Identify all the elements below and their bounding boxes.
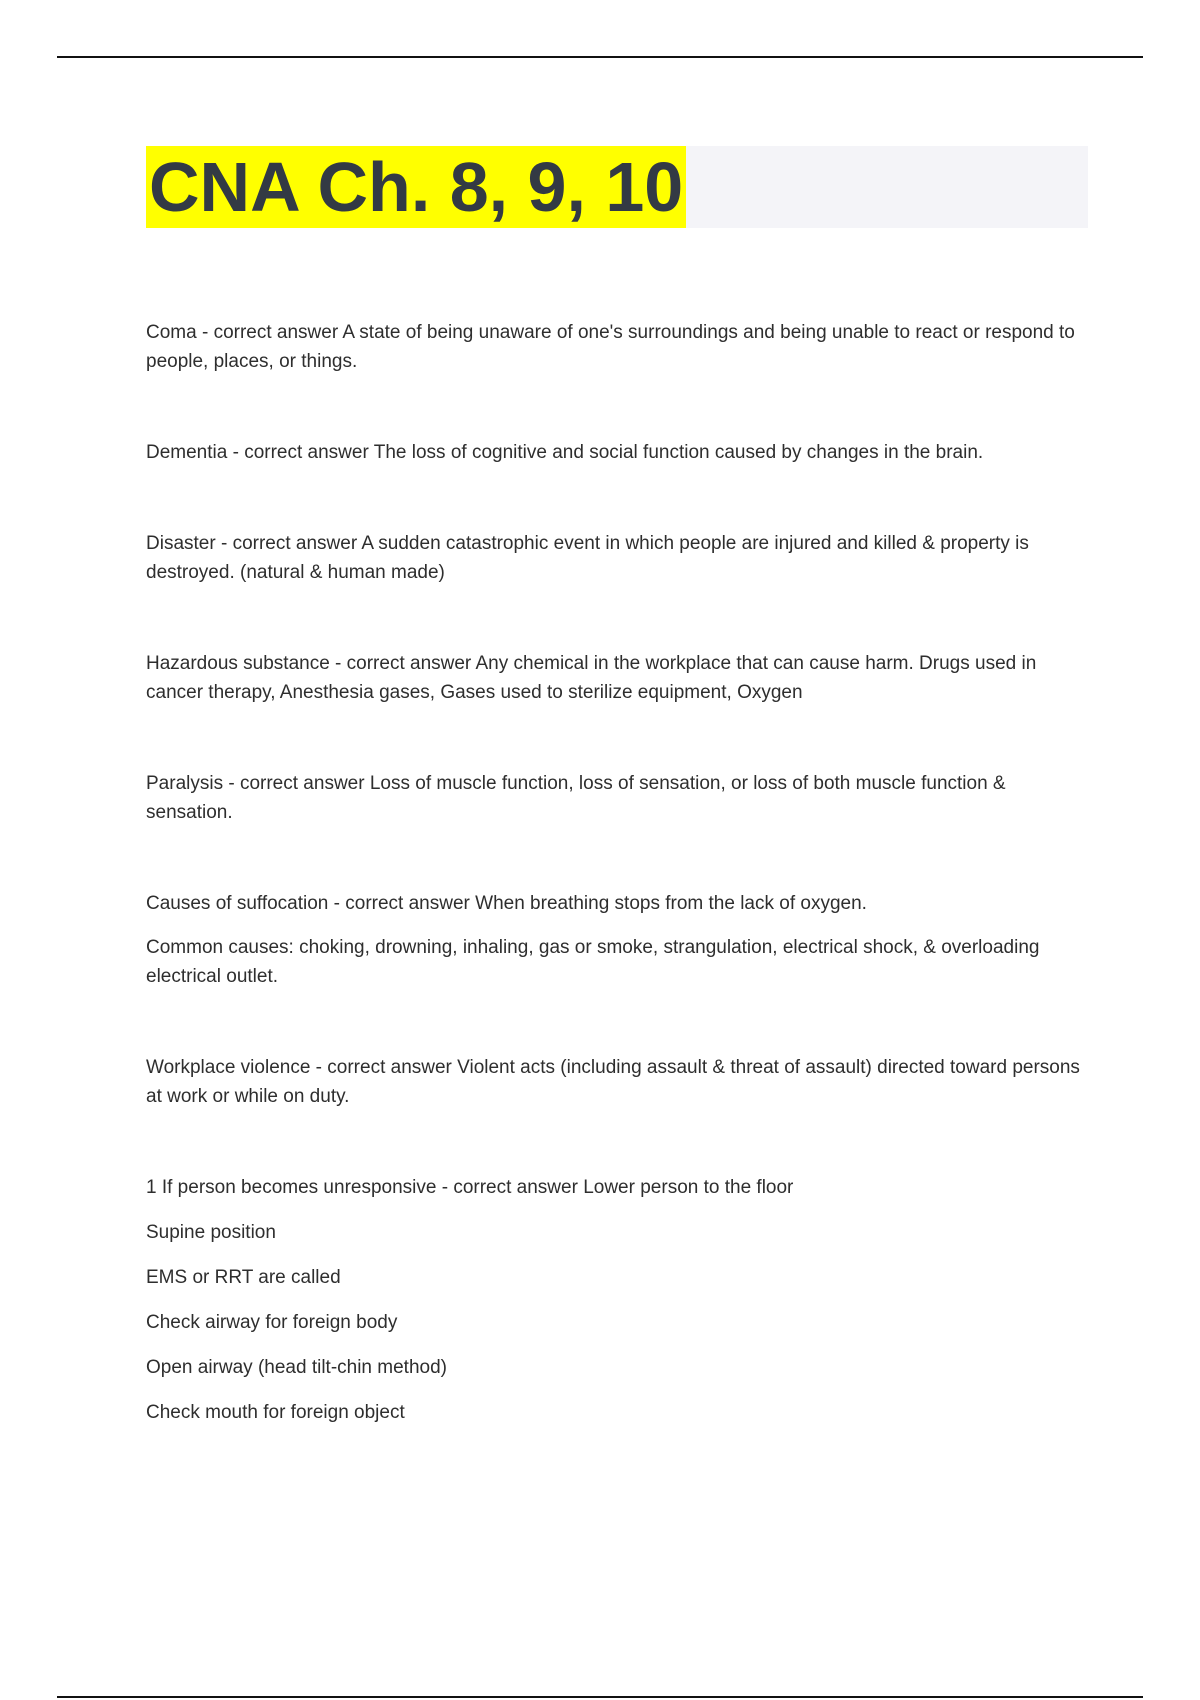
entry-text: 1 If person becomes unresponsive - correct answer Lower person to the floor xyxy=(146,1177,794,1198)
entry-text: Causes of suffocation - correct answer When breathing stops from the lack of oxygen. xyxy=(146,893,867,914)
bottom-rule xyxy=(57,1696,1143,1698)
entry-unresponsive-person xyxy=(146,1173,1091,1427)
entry-workplace-violence xyxy=(146,1053,1091,1111)
step-item: Supine position xyxy=(146,1222,276,1243)
entry-text: Paralysis - correct answer Loss of muscle function, loss of sensation, or loss of both muscle function & sensation. xyxy=(146,773,1006,823)
document-title: CNA Ch. 8, 9, 10 xyxy=(146,146,686,228)
entry-text: Hazardous substance - correct answer Any chemical in the workplace that can cause harm. Drugs used in cancer therapy, Anesthesia gases, Gases used to sterilize equipment, Oxygen xyxy=(146,653,1037,703)
entry-dementia xyxy=(146,438,1091,467)
entry-coma xyxy=(146,318,1091,376)
entry-disaster xyxy=(146,529,1091,587)
entry-hazardous-substance xyxy=(146,649,1091,707)
top-rule xyxy=(57,56,1143,58)
entry-text: Coma - correct answer A state of being unaware of one's surroundings and being unable to react or respond to people, places, or things. xyxy=(146,322,1075,372)
document-body xyxy=(146,318,1091,1489)
step-item: Check mouth for foreign object xyxy=(146,1402,405,1423)
entry-extra-text: Common causes: choking, drowning, inhaling, gas or smoke, strangulation, electrical shock, & overloading electrical outlet. xyxy=(146,937,1040,987)
entry-text: Disaster - correct answer A sudden catastrophic event in which people are injured and killed & property is destroyed. (natural & human made) xyxy=(146,533,1029,583)
step-item: EMS or RRT are called xyxy=(146,1267,341,1288)
step-item: Open airway (head tilt-chin method) xyxy=(146,1357,447,1378)
entry-paralysis xyxy=(146,769,1091,827)
entry-text: Dementia - correct answer The loss of cognitive and social function caused by changes in the brain. xyxy=(146,442,984,463)
entry-text: Workplace violence - correct answer Violent acts (including assault & threat of assault) directed toward persons at work or while on duty. xyxy=(146,1057,1080,1107)
entry-causes-of-suffocation xyxy=(146,889,1091,991)
step-item: Check airway for foreign body xyxy=(146,1312,398,1333)
